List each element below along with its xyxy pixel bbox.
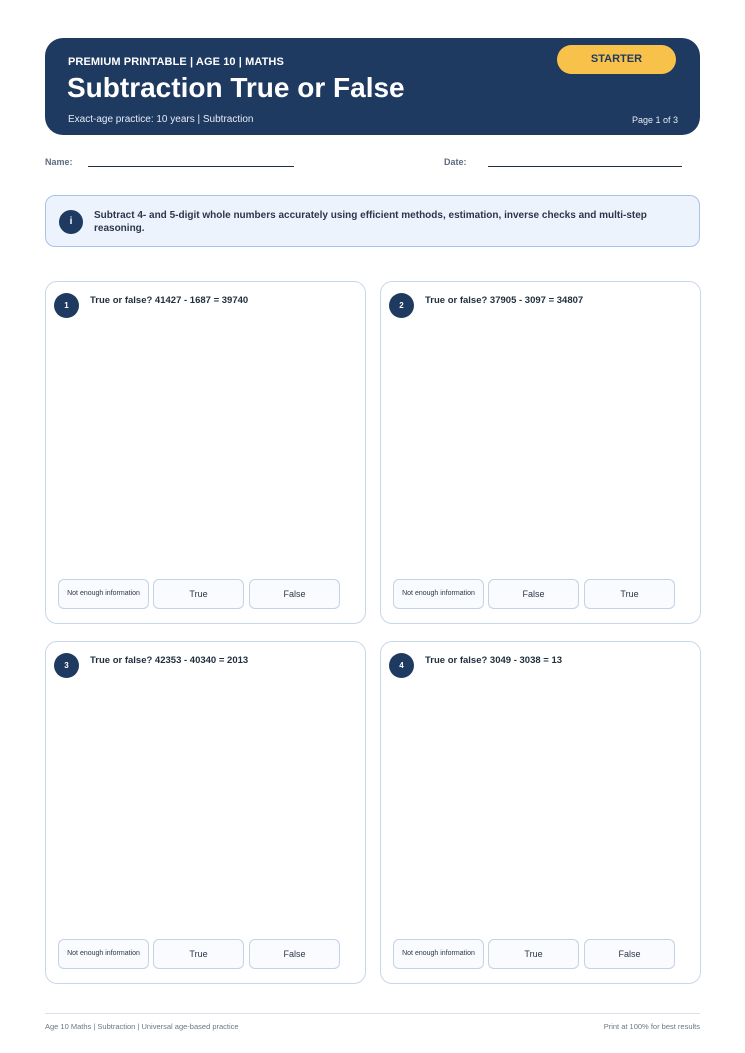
question-text: True or false? 41427 - 1687 = 39740 xyxy=(90,295,249,306)
footer-divider xyxy=(45,1013,700,1014)
footer-right-text: Print at 100% for best results xyxy=(603,1022,700,1031)
question-number: 3 xyxy=(54,653,79,678)
name-line[interactable] xyxy=(88,166,294,167)
page-number: Page 1 of 3 xyxy=(631,115,678,125)
question-number: 2 xyxy=(389,293,414,318)
page-title: Subtraction True or False xyxy=(67,72,405,103)
header-subtitle: Exact-age practice: 10 years | Subtraction xyxy=(68,114,254,125)
question-text: True or false? 37905 - 3097 = 34807 xyxy=(425,295,584,306)
instructions-box xyxy=(45,195,700,247)
date-label: Date: xyxy=(444,157,467,167)
answer-option-false[interactable]: False xyxy=(488,579,579,609)
info-icon: i xyxy=(59,210,83,234)
answer-option-not-enough-info[interactable]: Not enough information xyxy=(58,939,149,969)
answer-option-not-enough-info[interactable]: Not enough information xyxy=(58,579,149,609)
worksheet-header xyxy=(45,38,700,135)
answer-option-not-enough-info[interactable]: Not enough information xyxy=(393,939,484,969)
answer-option-true[interactable]: True xyxy=(488,939,579,969)
answer-option-true[interactable]: True xyxy=(584,579,675,609)
answer-option-false[interactable]: False xyxy=(249,579,340,609)
question-text: True or false? 3049 - 3038 = 13 xyxy=(425,655,563,666)
date-line[interactable] xyxy=(488,166,682,167)
answer-option-true[interactable]: True xyxy=(153,579,244,609)
question-number: 1 xyxy=(54,293,79,318)
question-card-1 xyxy=(45,281,366,624)
header-kicker: PREMIUM PRINTABLE | AGE 10 | MATHS xyxy=(68,56,284,68)
question-card-4 xyxy=(380,641,701,984)
question-card-3 xyxy=(45,641,366,984)
footer-left-text: Age 10 Maths | Subtraction | Universal age-based practice xyxy=(45,1022,239,1031)
question-card-2 xyxy=(380,281,701,624)
instructions-text: Subtract 4- and 5-digit whole numbers accurately using efficient methods, estimation, inverse checks and multi-step reasoning. xyxy=(94,210,647,234)
name-label: Name: xyxy=(45,157,73,167)
question-text: True or false? 42353 - 40340 = 2013 xyxy=(90,655,249,666)
answer-option-false[interactable]: False xyxy=(249,939,340,969)
level-badge: STARTER xyxy=(557,45,676,74)
answer-option-true[interactable]: True xyxy=(153,939,244,969)
answer-option-not-enough-info[interactable]: Not enough information xyxy=(393,579,484,609)
question-number: 4 xyxy=(389,653,414,678)
answer-option-false[interactable]: False xyxy=(584,939,675,969)
